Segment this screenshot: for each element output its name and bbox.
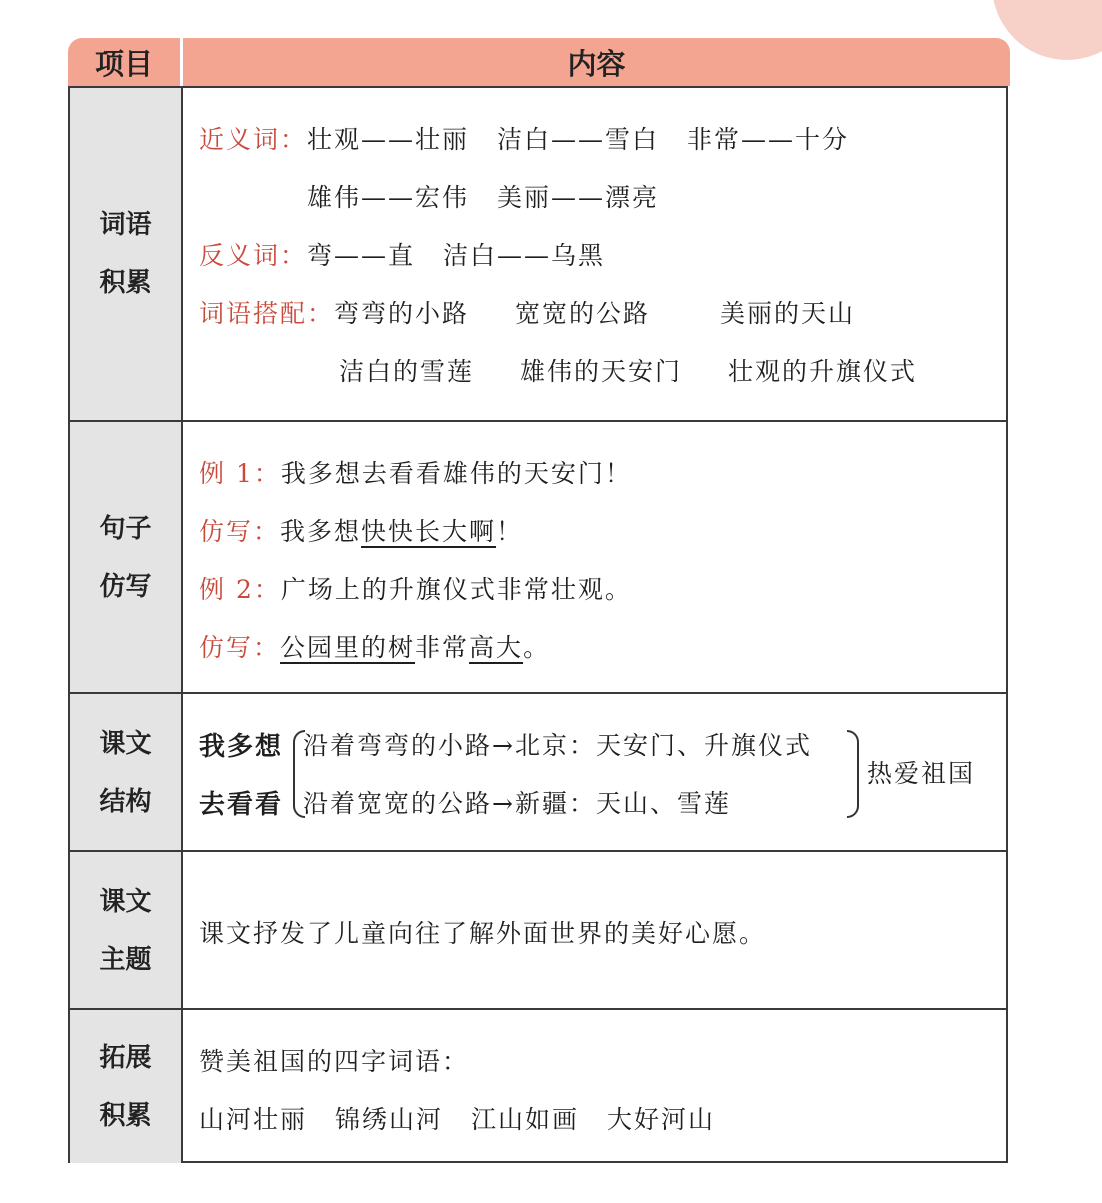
header-item: 项目 bbox=[68, 38, 180, 86]
row-extension bbox=[70, 1008, 1006, 1163]
synonyms-line-1 bbox=[199, 120, 849, 156]
row-label-line: 词语 bbox=[99, 210, 152, 240]
vocabulary-content bbox=[183, 88, 1006, 420]
row-vocabulary bbox=[70, 88, 1006, 420]
imitation-2-mid: 非常 bbox=[415, 633, 470, 662]
antonym-pair: 洁白——乌黑 bbox=[443, 241, 606, 270]
row-sentence-imitation bbox=[70, 420, 1006, 694]
study-table bbox=[68, 86, 1008, 1163]
structure-conclusion: 热爱祖国 bbox=[867, 759, 976, 788]
row-label-line: 积累 bbox=[99, 1100, 152, 1131]
extension-intro: 赞美祖国的四字词语： bbox=[199, 1047, 470, 1076]
idiom: 江山如画 bbox=[471, 1105, 580, 1134]
example-1-text: 我多想去看看雄伟的天安门！ bbox=[280, 459, 632, 488]
imitation-2-label: 仿写： bbox=[199, 633, 281, 662]
idiom: 山河壮丽 bbox=[199, 1105, 308, 1134]
collocation-item: 雄伟的天安门 bbox=[520, 357, 683, 386]
row-label-line: 课文 bbox=[99, 887, 152, 917]
imitation-1-label: 仿写： bbox=[199, 517, 281, 546]
collocation-item: 洁白的雪莲 bbox=[339, 357, 475, 386]
example-2-line bbox=[199, 570, 632, 606]
row-label-vocabulary bbox=[70, 88, 183, 420]
synonym-pair: 洁白——雪白 bbox=[497, 125, 660, 154]
collocation-item: 美丽的天山 bbox=[720, 299, 856, 328]
sentence-content bbox=[183, 422, 1006, 694]
structure-branch-2: 沿着宽宽的公路→新疆：天山、雪莲 bbox=[303, 789, 731, 818]
synonym-pair: 美丽——漂亮 bbox=[497, 183, 660, 212]
imitation-2-fill-2: 高大 bbox=[469, 633, 524, 662]
imitation-1-fill: 快快长大啊 bbox=[361, 517, 497, 546]
row-label-structure bbox=[70, 694, 183, 852]
imitation-2-suffix: 。 bbox=[523, 633, 551, 662]
synonym-pair: 壮观——壮丽 bbox=[307, 125, 470, 154]
imitation-2-fill-1: 公园里的树 bbox=[280, 633, 416, 662]
antonyms-line bbox=[199, 236, 605, 272]
row-label-extension bbox=[70, 1010, 183, 1163]
row-label-line: 课文 bbox=[99, 729, 152, 759]
example-2-label: 例 2： bbox=[199, 575, 281, 604]
row-label-line: 拓展 bbox=[99, 1042, 152, 1073]
antonyms-label: 反义词： bbox=[199, 241, 308, 270]
imitation-1-suffix: ！ bbox=[496, 517, 524, 546]
collocation-line-1 bbox=[199, 294, 855, 330]
imitation-2-line bbox=[199, 628, 550, 664]
imitation-1-prefix: 我多想 bbox=[280, 517, 362, 546]
synonyms-line-2 bbox=[307, 178, 659, 214]
structure-title-2: 去看看 bbox=[199, 790, 284, 820]
collocation-item: 宽宽的公路 bbox=[515, 299, 651, 328]
row-text-theme bbox=[70, 850, 1006, 1010]
imitation-1-line bbox=[199, 512, 523, 548]
synonym-pair: 雄伟——宏伟 bbox=[307, 183, 470, 212]
structure-title-1: 我多想 bbox=[199, 732, 284, 762]
theme-text: 课文抒发了儿童向往了解外面世界的美好心愿。 bbox=[199, 919, 767, 948]
synonyms-label: 近义词： bbox=[199, 125, 308, 154]
row-label-line: 主题 bbox=[99, 945, 152, 975]
example-1-label: 例 1： bbox=[199, 459, 281, 488]
idiom: 锦绣山河 bbox=[335, 1105, 444, 1134]
header-content: 内容 bbox=[183, 38, 1010, 86]
idiom: 大好河山 bbox=[607, 1105, 716, 1134]
structure-content bbox=[183, 694, 1006, 852]
row-label-theme bbox=[70, 852, 183, 1010]
extension-content bbox=[183, 1010, 1006, 1163]
right-brace bbox=[847, 730, 859, 818]
row-label-line: 句子 bbox=[99, 514, 152, 544]
row-label-line: 结构 bbox=[99, 787, 152, 817]
example-2-text: 广场上的升旗仪式非常壮观。 bbox=[280, 575, 632, 604]
row-text-structure bbox=[70, 692, 1006, 852]
row-label-line: 积累 bbox=[99, 268, 152, 298]
collocation-item: 壮观的升旗仪式 bbox=[728, 357, 918, 386]
structure-branch-1: 沿着弯弯的小路→北京：天安门、升旗仪式 bbox=[303, 731, 812, 760]
synonym-pair: 非常——十分 bbox=[687, 125, 850, 154]
collocation-label: 词语搭配： bbox=[199, 299, 335, 328]
antonym-pair: 弯——直 bbox=[307, 241, 416, 270]
extension-words bbox=[199, 1100, 715, 1136]
row-label-sentence bbox=[70, 422, 183, 694]
collocation-item: 弯弯的小路 bbox=[334, 299, 470, 328]
collocation-line-2 bbox=[339, 352, 917, 388]
row-label-line: 仿写 bbox=[99, 572, 152, 602]
example-1-line bbox=[199, 454, 632, 490]
theme-content bbox=[183, 852, 1006, 1010]
